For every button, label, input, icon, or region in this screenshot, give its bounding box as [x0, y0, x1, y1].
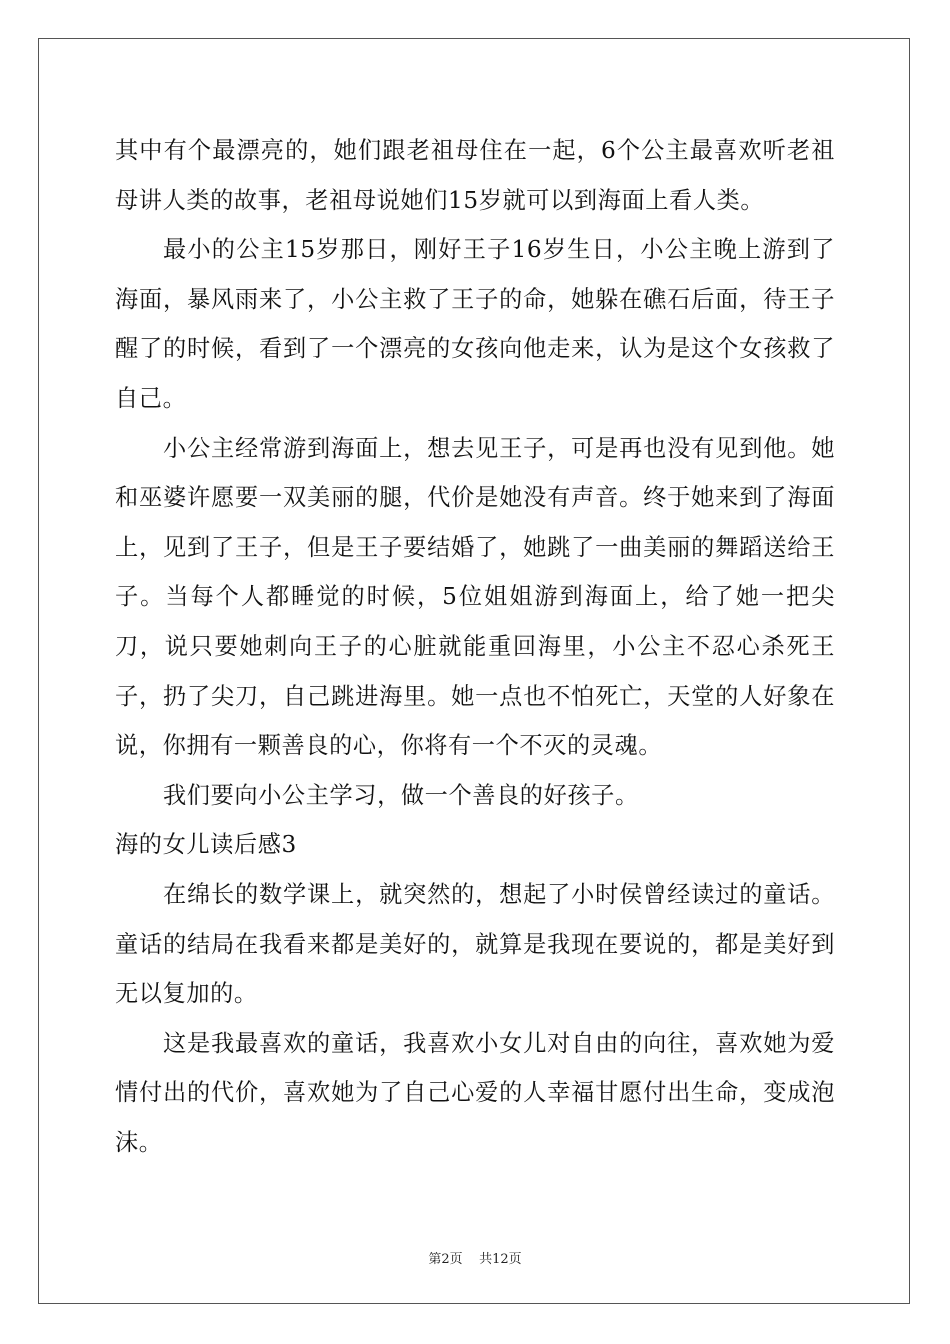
paragraph-4: 我们要向小公主学习，做一个善良的好孩子。 — [163, 781, 639, 809]
paragraph-6: 这是我最喜欢的童话，我喜欢小女儿对自由的向往，喜欢她为爱情付出的代价，喜欢她为了自己心爱的人幸福甘愿付出生命，变成泡沫。 — [115, 1029, 835, 1156]
page-number: 第2页 — [428, 1252, 463, 1267]
page-footer — [0, 1248, 950, 1267]
paragraph-2: 最小的公主15岁那日，刚好王子16岁生日，小公主晚上游到了海面，暴风雨来了，小公主救了王子的命，她躲在礁石后面，待王子醒了的时候，看到了一个漂亮的女孩向他走来，认为是这个女孩救了自己。 — [115, 236, 835, 412]
page-total: 共12页 — [479, 1252, 522, 1267]
paragraph-5: 在绵长的数学课上，就突然的，想起了小时侯曾经读过的童话。童话的结局在我看来都是美好的，就算是我现在要说的，都是美好到无以复加的。 — [115, 880, 835, 1008]
document-body — [115, 126, 835, 1167]
paragraph-1: 其中有个最漂亮的，她们跟老祖母住在一起，6个公主最喜欢听老祖母讲人类的故事，老祖母说她们15岁就可以到海面上看人类。 — [115, 137, 835, 214]
section-heading: 海的女儿读后感3 — [115, 831, 297, 859]
paragraph-3: 小公主经常游到海面上，想去见王子，可是再也没有见到他。她和巫婆许愿要一双美丽的腿，代价是她没有声音。终于她来到了海面上，见到了王子，但是王子要结婚了，她跳了一曲美丽的舞蹈送给王子。当每个人都睡觉的时候，5位姐姐游到海面上，给了她一把尖刀，说只要她刺向王子的心脏就能重回海里，小公主不忍心杀死王子，扔了尖刀，自己跳进海里。她一点也不怕死亡，天堂的人好象在说，你拥有一颗善良的心，你将有一个不灭的灵魂。 — [115, 434, 835, 760]
